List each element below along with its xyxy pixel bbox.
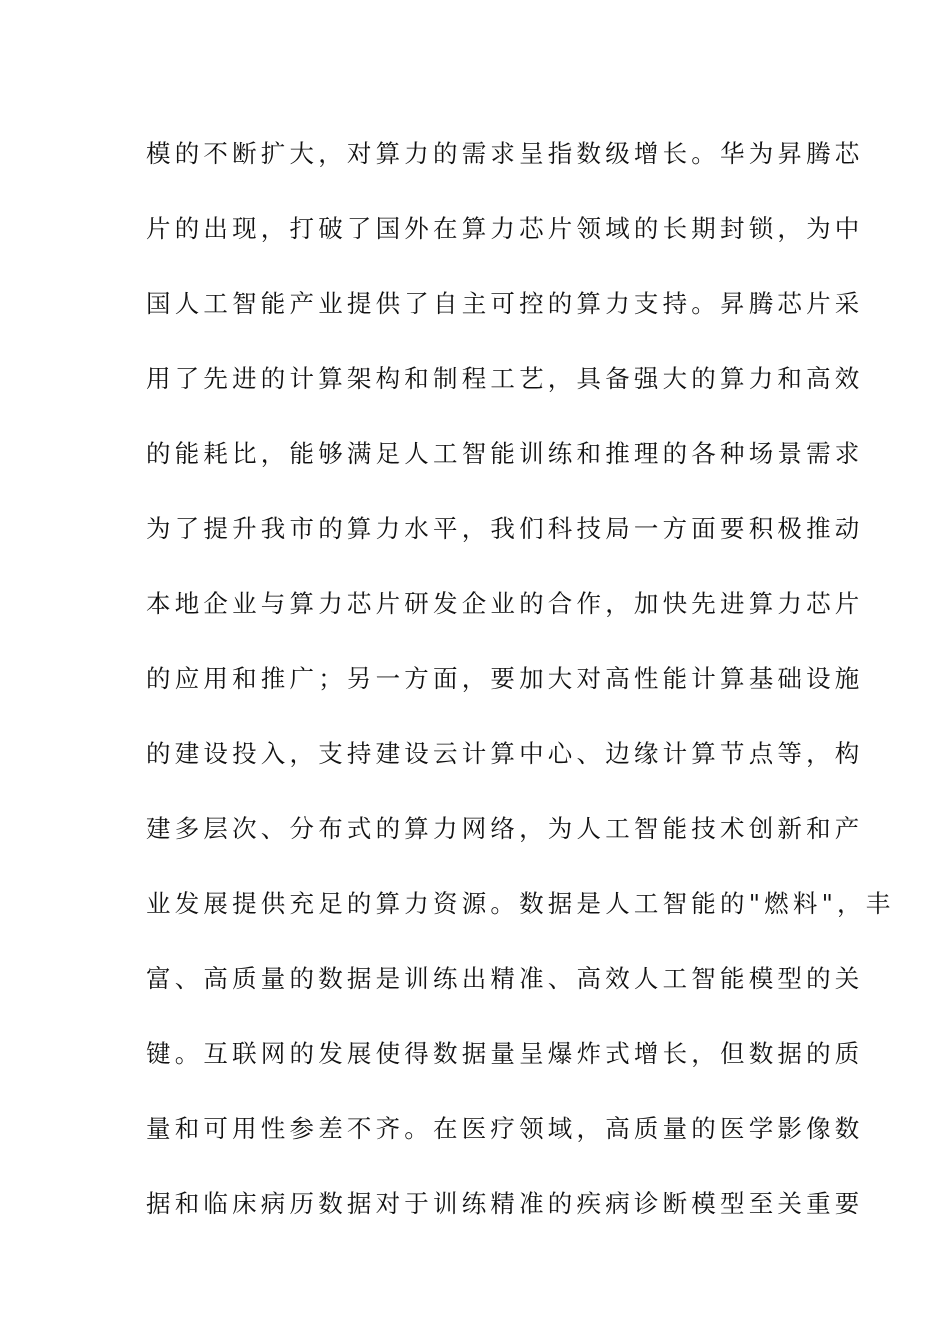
text-line: 片的出现，打破了国外在算力芯片领域的长期封锁，为中 [146, 214, 864, 243]
text-line: 国人工智能产业提供了自主可控的算力支持。昇腾芯片采 [146, 289, 864, 318]
text-line: 建多层次、分布式的算力网络，为人工智能技术创新和产 [146, 814, 864, 843]
text-line: 为了提升我市的算力水平，我们科技局一方面要积极推动 [146, 514, 864, 543]
text-line: 用了先进的计算架构和制程工艺，具备强大的算力和高效 [146, 364, 864, 393]
text-line: 业发展提供充足的算力资源。数据是人工智能的"燃料"，丰 [146, 889, 895, 918]
text-line: 富、高质量的数据是训练出精准、高效人工智能模型的关 [146, 964, 864, 993]
text-line: 键。互联网的发展使得数据量呈爆炸式增长，但数据的质 [146, 1039, 864, 1068]
text-line: 本地企业与算力芯片研发企业的合作，加快先进算力芯片 [146, 589, 864, 618]
text-line: 的能耗比，能够满足人工智能训练和推理的各种场景需求 [146, 439, 864, 468]
body-text [146, 130, 895, 1255]
text-line: 的应用和推广；另一方面，要加大对高性能计算基础设施 [146, 664, 864, 693]
text-line: 据和临床病历数据对于训练精准的疾病诊断模型至关重要 [146, 1189, 864, 1218]
text-line: 的建设投入，支持建设云计算中心、边缘计算节点等，构 [146, 739, 864, 768]
text-line: 模的不断扩大，对算力的需求呈指数级增长。华为昇腾芯 [146, 139, 864, 168]
text-line: 量和可用性参差不齐。在医疗领域，高质量的医学影像数 [146, 1114, 864, 1143]
